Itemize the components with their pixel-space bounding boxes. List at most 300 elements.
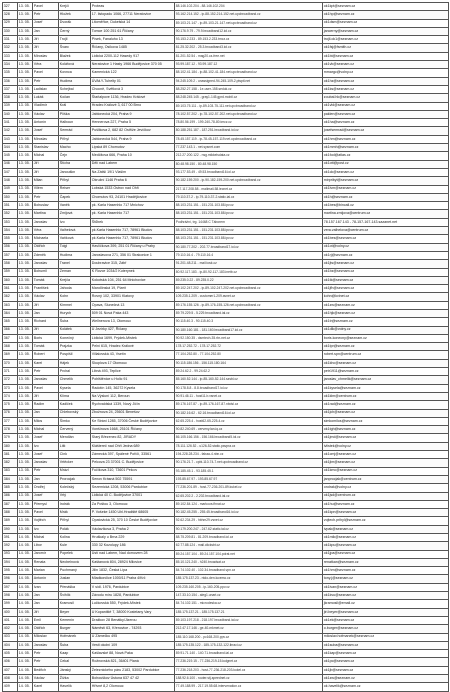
first-name-cell: Stanislav [33,144,59,152]
last-name-cell: Kemenín [59,616,91,624]
email-address-cell: ok1jfh@seznam.cz [323,285,449,293]
table-row [3,351,449,359]
table-row [3,451,449,459]
email-address-cell: josefsemrad@seznam.cz [323,127,449,135]
entry-date-cell: 13. 05. [18,251,33,259]
email-address-cell: ok1kap@seznam.cz [323,650,449,658]
ip-and-host-cell: 62.65.225.4 - host62-65-225-4.cz [175,417,323,425]
entry-date-cell: 14. 05. [18,567,33,575]
table-row [3,152,449,160]
entry-number-cell: 367 [3,334,18,342]
entry-number-cell: 407 [3,666,18,674]
first-name-cell: Josef [33,19,59,27]
last-name-cell: Čejn [59,152,91,160]
postal-address-cell: Bohouškov Ústuna 637 47 42 [91,675,175,683]
first-name-cell: Jaroslav [33,218,59,226]
entry-date-cell: 14. 05. [18,666,33,674]
postal-address-cell: Sezemická 1208, 53006 Pardubice [91,484,175,492]
last-name-cell: Burger [59,625,91,633]
table-row [3,392,449,400]
ip-and-host-cell: 90.115.186.156 - 156.115.180.164 [175,359,323,367]
first-name-cell: Vojtěch [33,517,59,525]
ip-and-host-cell: 147.33.10.154 - aleg1.unart.cz [175,592,323,600]
first-name-cell: Bohuslav [33,202,59,210]
last-name-cell: Pospíšil [59,351,91,359]
entry-date-cell: 13. 05. [18,334,33,342]
last-name-cell: Chlebovský [59,409,91,417]
last-name-cell: Cekal [59,658,91,666]
table-row [3,44,449,52]
last-name-cell: Příhyl [59,135,91,143]
ip-and-host-cell: 89.24.62.2 - 99.24.62.2 [175,368,323,376]
ip-and-host-cell: 77.237.143.1 - net.sysnet.com [175,144,323,152]
ip-and-host-cell: 89.103.197.218 - 218.197.broadband.ial.cz [175,616,323,624]
entry-date-cell: 14. 05. [18,633,33,641]
entry-date-cell: 13. 05. [18,484,33,492]
last-name-cell: Chmelík [59,376,91,384]
entry-date-cell: 13. 05. [18,368,33,376]
first-name-cell: Věra [33,61,59,69]
table-row [3,500,449,508]
ip-and-host-cell: 88.146.102.204 - 88.146.102.204 [175,3,323,11]
entry-date-cell: 13. 05. [18,168,33,176]
postal-address-cell: Kamenická 122 [91,69,175,77]
ip-and-host-cell: 90.176.21.7 - cpbi-110-74-7.net.upcbroadband.cz [175,459,323,467]
table-row [3,27,449,35]
email-address-cell: ok1hu@seznam.cz [323,500,449,508]
postal-address-cell: U Zámečku 495 [91,633,175,641]
last-name-cell: Kočan [59,94,91,102]
entry-date-cell: 14. 05. [18,534,33,542]
ip-and-host-cell: 93.177.53.49 - 49.53.broadband16.iol.cz [175,168,323,176]
last-name-cell: Janouškn [59,168,91,176]
last-name-cell: Juslan [59,575,91,583]
last-name-cell: Kimmel [59,301,91,309]
entry-date-cell: 14. 05. [18,650,33,658]
table-row [3,534,449,542]
last-name-cell: Mendlán [59,434,91,442]
first-name-cell: Petr [33,368,59,376]
email-address-cell: ok1khc@seznam.cz [323,359,449,367]
entry-date-cell: 13. 05. [18,19,33,27]
postal-address-cell: 509 01 Nová Paka 443 [91,309,175,317]
ip-and-host-cell: 62.65.202.2 - 2.202.broadband.ial.cz [175,492,323,500]
table-row [3,359,449,367]
email-address-cell: ok1jmd@seznam.cz [323,434,449,442]
email-address-cell: ok1ck@seznam.cz [323,168,449,176]
ip-and-host-cell: 89.79.229.5 - 5.229.broadband.ial.cz [175,309,323,317]
ip-and-host-cell: 77.236.201.89 - host-77-236-201-89.kukel.cz [175,484,323,492]
entry-number-cell: 357 [3,251,18,259]
ip-and-host-cell: 193.85.67.97 - 193.85.67.97 [175,475,323,483]
first-name-cell: Petr [33,467,59,475]
ip-and-host-cell: 77.236.218.203 - host-77-236-218-203.kukel.cz [175,666,323,674]
last-name-cell: Zeman [59,268,91,276]
entry-date-cell: 13. 05. [18,293,33,301]
entry-number-cell: 385 [3,484,18,492]
last-name-cell: Mrázl [59,467,91,475]
first-name-cell: Boris [33,334,59,342]
email-address-cell: jancerny@seznam.cz [323,27,449,35]
registration-log-sheet [2,2,448,692]
ip-and-host-cell: 84.74.102.40 - 102.34.broadband.vpn.cz [175,567,323,575]
table-row [3,318,449,326]
email-address-cell: mirpribyl@seznam.cz [323,177,449,185]
table-row [3,616,449,624]
email-address-cell: ok1bi@seznam.cz [323,52,449,60]
entry-number-cell: 383 [3,467,18,475]
first-name-cell: Tomáš [33,343,59,351]
ip-and-host-cell: 90.115.40.3 - 90.115.40.3 [175,318,323,326]
last-name-cell: Kovnca [59,69,91,77]
last-name-cell: Vaňková [59,235,91,243]
ip-and-host-cell: 194.228.28.234 - fabaa-4.nbn.cz [175,451,323,459]
email-address-cell: ok1pc@seznam.cz [323,658,449,666]
entry-number-cell: 348 [3,177,18,185]
postal-address-cell: Na Zátiší 19/1 Vlašim [91,168,175,176]
email-address-cell: janprocjak@centrum.cz [323,475,449,483]
first-name-cell: Renata [33,558,59,566]
email-address-cell: kohn@kvinet.cz [323,293,449,301]
last-name-cell: Tranel [59,260,91,268]
ip-and-host-cell: 89.103.21.147 - ip-89-103-21-147.net.upcbroadband.cz [175,19,323,27]
entry-date-cell: 13. 05. [18,301,33,309]
table-row [3,218,449,226]
first-name-cell: Petr [33,650,59,658]
first-name-cell: Jan [33,600,59,608]
postal-address-cell: Štůbek [91,218,175,226]
entry-date-cell: 13. 05. [18,69,33,77]
email-address-cell: ok1jim@seznam.cz [323,459,449,467]
first-name-cell: Miroslav [33,52,59,60]
ip-and-host-cell: 89.103.75.111 - ip-89-103-75-111.net.upcbroadband.cz [175,102,323,110]
last-name-cell: Klíma [59,392,91,400]
entry-date-cell: 13. 05. [18,451,33,459]
table-row [3,600,449,608]
entry-number-cell: 343 [3,135,18,143]
last-name-cell: Lišt [59,442,91,450]
last-name-cell: Vaněk [59,202,91,210]
last-name-cell: Indrák [59,500,91,508]
entry-date-cell: 13. 05. [18,459,33,467]
email-address-cell: martina.zmijova@centrum.cz [323,210,449,218]
postal-address-cell: Václavíkova 3, Praha 2 [91,525,175,533]
entry-date-cell: 14. 05. [18,641,33,649]
ip-and-host-cell: 88.103.231.151 - 151.231.103.88.ipv.cz [175,235,323,243]
first-name-cell: Tomáš [33,276,59,284]
entry-date-cell: 13. 05. [18,85,33,93]
email-address-cell: ok1hm@seznam.cz [323,567,449,575]
email-address-cell: ok1kvu@seznam.cz [323,592,449,600]
postal-address-cell: Radotín 145, 36272 Kysela [91,384,175,392]
email-address-cell: ok1vld@seznam.cz [323,102,449,110]
postal-address-cell: Chocně, Světlová 3 [91,85,175,93]
first-name-cell: Pavel [33,509,59,517]
entry-number-cell: 387 [3,500,18,508]
entry-date-cell: 13. 05. [18,384,33,392]
entry-number-cell: 376 [3,409,18,417]
email-address-cell: ok1ot@volny.cz [323,243,449,251]
entry-date-cell: 13. 05. [18,268,33,276]
postal-address-cell: Libná 493, Teplice [91,368,175,376]
ip-and-host-cell: 89.102.84.124 - markova.fhnat.cz [175,500,323,508]
entry-date-cell: 13. 05. [18,52,33,60]
ip-and-host-cell: 92.62.234.29 - hbhm29.vsnet.cz [175,517,323,525]
ip-and-host-cell: 81.201.52.54 - mag20.cz-free.net [175,52,323,60]
first-name-cell: Jan [33,309,59,317]
last-name-cell: Vrtěcker [59,459,91,467]
email-address-cell: ok1hz@seznam.cz [323,77,449,85]
email-address-cell: ok1ha@seznam.cz [323,119,449,127]
first-name-cell: Michal [33,534,59,542]
email-address-cell: ok1jpa@seznam.cz [323,550,449,558]
last-name-cell: Kadlček [59,401,91,409]
table-row [3,3,449,11]
table-row [3,276,449,284]
ip-and-host-cell: 93.185.45.1 - 93.185.45.1 [175,467,323,475]
first-name-cell: Ivan [33,583,59,591]
ip-and-host-cell: 109.235.1.209 - customer1-209.avnet.cz [175,293,323,301]
ip-and-host-cell: 178.17.252.72 - 178.17.252.72 [175,343,323,351]
entry-date-cell: 13. 05. [18,144,33,152]
table-row [3,202,449,210]
table-row [3,285,449,293]
registration-table [2,2,449,692]
last-name-cell: Blažek [59,52,91,60]
email-address-cell: 78.157.167.143 - 78-157-167-143.sazanet.net [323,218,449,226]
first-name-cell: Jaroslav [33,376,59,384]
entry-date-cell: 13. 05. [18,392,33,400]
postal-address-cell: Jaroslavova 271, 356 01 Strakonice 1 [91,251,175,259]
entry-number-cell: 345 [3,152,18,160]
entry-number-cell: 370 [3,359,18,367]
first-name-cell: Václav [33,675,59,683]
entry-number-cell: 351 [3,202,18,210]
table-row [3,119,449,127]
first-name-cell: Lukáš [33,94,59,102]
postal-address-cell: Doubravice 315, Zábř [91,260,175,268]
last-name-cell: Štícha [59,160,91,168]
entry-date-cell: 13. 05. [18,135,33,143]
entry-number-cell: 368 [3,343,18,351]
last-name-cell: Hurych [59,309,91,317]
email-address-cell: ok1kpu@seznam.cz [323,542,449,550]
ip-and-host-cell: 93.99.187.12 - 93.99.187.12 [175,61,323,69]
entry-date-cell: 13. 05. [18,409,33,417]
ip-and-host-cell: 80.48.98.150 - 80.48.98.150 [175,160,323,168]
ip-and-host-cell: 89.176.155.126 - ip-89-176-155-126.net.upcbroadband.cz [175,301,323,309]
table-row [3,210,449,218]
entry-number-cell: 336 [3,77,18,85]
table-row [3,177,449,185]
entry-date-cell: 14. 05. [18,550,33,558]
postal-address-cell: Pelní 615, Hradec Králové [91,343,175,351]
entry-date-cell: 13. 05. [18,434,33,442]
entry-date-cell: 13. 05. [18,475,33,483]
last-name-cell: Kolina [59,534,91,542]
email-address-cell: jkramosil@email.cz [323,600,449,608]
table-row [3,268,449,276]
last-name-cell: Čapek [59,193,91,201]
postal-address-cell: ÚVAŁY-Tuhelty 01 [91,77,175,85]
table-row [3,243,449,251]
postal-address-cell: Vesti okolní 109 [91,641,175,649]
entry-number-cell: 335 [3,69,18,77]
postal-address-cell: Medčitova 666, Praha 10 [91,152,175,160]
email-address-cell: ok1kysela@seznam.cz [323,384,449,392]
entry-date-cell: 14. 05. [18,658,33,666]
last-name-cell: Havelík [59,683,91,691]
last-name-cell: Reiser [59,185,91,193]
first-name-cell: Věra [33,227,59,235]
email-address-cell: ok1fod@atlas.cz [323,152,449,160]
ip-and-host-cell: 88.102.41.184 - ip-88-102-41-184.net.upcbroadband.cz [175,69,323,77]
entry-number-cell: 365 [3,318,18,326]
postal-address-cell: Havlíčkova 399, 251 01 Říčany u Prahy [91,243,175,251]
postal-address-cell: Vonšínova 1668, 25101 Říčany [91,426,175,434]
ip-and-host-cell: 84.74.102.151 - microdeska.cz [175,600,323,608]
first-name-cell: Jiří [33,608,59,616]
entry-number-cell: 330 [3,27,18,35]
last-name-cell: Kule [59,542,91,550]
last-name-cell: Krejča [59,276,91,284]
postal-address-cell: Kláštereč nad Ohří Jedna 689 [91,442,175,450]
email-address-cell: ok1h@seznam.cz [323,193,449,201]
table-row [3,376,449,384]
last-name-cell: Švihlík [59,592,91,600]
first-name-cell: Jiří [33,326,59,334]
ip-and-host-cell: 90.180.77.202 - 202.77.broadband17.iol.cz [175,243,323,251]
first-name-cell: Miroslav [33,135,59,143]
entry-number-cell: 403 [3,633,18,641]
first-name-cell: Robert [33,351,59,359]
email-address-cell: ok1ks@seznam.cz [323,85,449,93]
table-row [3,185,449,193]
email-address-cell: tony.j@seznam.cz [323,575,449,583]
entry-number-cell: 373 [3,384,18,392]
entry-date-cell: 13. 05. [18,309,33,317]
table-row [3,251,449,259]
entry-number-cell: 359 [3,268,18,276]
ip-and-host-cell: 185.175.137.23 - ntdo-den.lucemo.cz [175,575,323,583]
email-address-cell: ondrak@volny.cz [323,484,449,492]
table-row [3,77,449,85]
entry-number-cell: 371 [3,368,18,376]
table-row [3,401,449,409]
postal-address-cell: Písek, Fanaluho 13 [91,36,175,44]
entry-date-cell: 14. 05. [18,675,33,683]
email-address-cell: ok1bz@seznam.cz [323,268,449,276]
first-name-cell: František [33,285,59,293]
postal-address-cell: Opatovická 25, 370 10 České Budějovice [91,517,175,525]
entry-date-cell: 13. 05. [18,3,33,11]
entry-number-cell: 366 [3,326,18,334]
entry-number-cell: 369 [3,351,18,359]
entry-number-cell: 353 [3,218,18,226]
entry-number-cell: 356 [3,243,18,251]
table-row [3,641,449,649]
postal-address-cell: Dělí nad Labem [91,160,175,168]
entry-date-cell: 14. 05. [18,575,33,583]
email-address-cell: jiri.beyer@seznam.cz [323,608,449,616]
entry-number-cell: 391 [3,534,18,542]
entry-number-cell: 328 [3,11,18,19]
entry-date-cell: 13. 05. [18,467,33,475]
entry-date-cell: 13. 05. [18,11,33,19]
email-address-cell: ok1kpt@seznam.cz [323,3,449,11]
entry-date-cell: 13. 05. [18,218,33,226]
entry-date-cell: 14. 05. [18,558,33,566]
postal-address-cell: pk.Karla Hasenhlo 717, 78961 Bludov [91,235,175,243]
postal-address-cell: Za Poštou 3, Olomouc [91,500,175,508]
entry-date-cell: 13. 05. [18,326,33,334]
entry-number-cell: 341 [3,119,18,127]
ip-and-host-cell: 90.182.16.62 - 62.16.broadband16.iol.cz [175,409,323,417]
table-row [3,52,449,60]
email-address-cell: petr1911@seznam.cz [323,368,449,376]
email-address-cell: ok1mik@seznam.cz [323,534,449,542]
entry-number-cell: 332 [3,44,18,52]
postal-address-cell: Fučíkova 310, 73601 Pelcov [91,467,175,475]
last-name-cell: Popelek [59,550,91,558]
entry-number-cell: 377 [3,417,18,425]
first-name-cell: Vladimír [33,102,59,110]
ip-and-host-cell: 90.182.159.200 - ip-90-182-159-200.net.upcbroadband.cz [175,177,323,185]
table-row [3,160,449,168]
table-row [3,666,449,674]
first-name-cell: Josef [33,451,59,459]
last-name-cell: Šuba [59,318,91,326]
table-row [3,227,449,235]
email-address-cell: ok.havelik@seznam.cz [323,683,449,691]
postal-address-cell: pk. Karla Hasenhlo 717 Mnichov [91,202,175,210]
entry-date-cell: 13. 05. [18,177,33,185]
postal-address-cell: Kaštanová 804, 28924 Milovice [91,558,175,566]
entry-number-cell: 405 [3,650,18,658]
ip-and-host-cell: 89.91.71.140 - 140.71.broadband.ial.cz [175,650,323,658]
first-name-cell: Pavel [33,69,59,77]
ip-and-host-cell: 62.77.88.124 - mail.clicksbt.cz [175,542,323,550]
entry-number-cell: 400 [3,608,18,616]
postal-address-cell: Jablonecká 544, Praha 9 [91,135,175,143]
entry-date-cell: 13. 05. [18,359,33,367]
postal-address-cell: Hruškaly u Brna 229 [91,534,175,542]
email-address-cell: ok1tpr@seznam.cz [323,343,449,351]
email-address-cell: ok1zw@seznam.cz [323,301,449,309]
email-address-cell: ok1ott@post.cz [323,160,449,168]
last-name-cell: Kolátek [59,326,91,334]
email-address-cell: ok1tr@seznam.cz [323,318,449,326]
registration-table-body [3,3,449,692]
email-address-cell: trojil.ok1@seznam.cz [323,36,449,44]
last-name-cell: Hofmánek [59,633,91,641]
table-row [3,658,449,666]
ip-and-host-cell: 94.245.109.2 - unassigned-94-245-109-2.ptsptl.net [175,77,323,85]
last-name-cell: Schejbal [59,85,91,93]
last-name-cell: Kohn [59,293,91,301]
entry-number-cell: 399 [3,600,18,608]
last-name-cell: Šimko [59,417,91,425]
table-row [3,102,449,110]
first-name-cell: Michal [33,152,59,160]
first-name-cell: Jiří [33,301,59,309]
entry-date-cell: 13. 05. [18,235,33,243]
ip-and-host-cell: 90.91.46.11 - host11.b.vsnet.cz [175,392,323,400]
entry-date-cell: 14. 05. [18,600,33,608]
entry-number-cell: 375 [3,401,18,409]
last-name-cell: Konečný [59,334,91,342]
entry-number-cell: 340 [3,110,18,118]
